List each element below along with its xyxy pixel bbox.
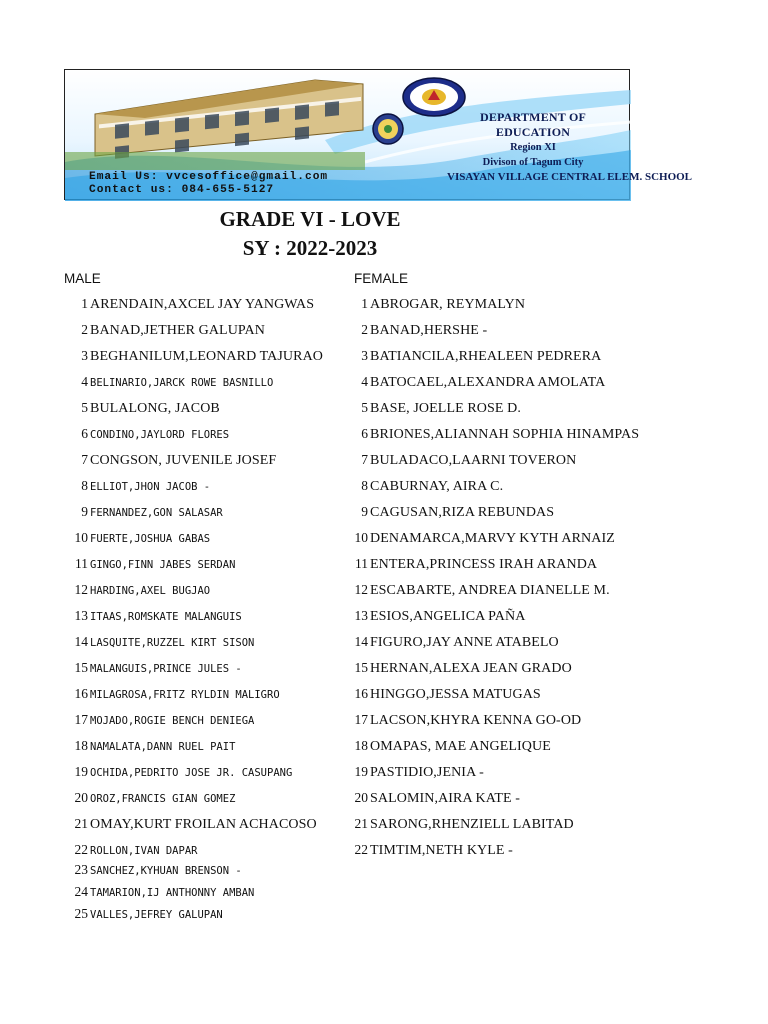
student-name: BEGHANILUM,LEONARD TAJURAO (90, 349, 323, 364)
student-number: 14 (74, 634, 88, 649)
student-name: DENAMARCA,MARVY KYTH ARNAIZ (370, 531, 615, 546)
female-student-row (346, 374, 605, 391)
male-student-row (66, 348, 323, 365)
student-name: LASQUITE,RUZZEL KIRT SISON (90, 637, 255, 649)
student-name: NAMALATA,DANN RUEL PAIT (90, 741, 236, 753)
student-name: FUERTE,JOSHUA GABAS (90, 533, 211, 545)
male-student-row (66, 634, 254, 650)
student-number: 17 (74, 712, 88, 727)
student-number: 16 (74, 686, 88, 701)
male-student-row (66, 608, 242, 624)
student-number: 21 (74, 816, 88, 831)
student-name: ITAAS,ROMSKATE MALANGUIS (90, 611, 242, 623)
female-student-row (346, 452, 576, 469)
male-student-row (66, 790, 235, 806)
student-number: 15 (354, 660, 368, 675)
student-number: 8 (81, 478, 88, 493)
student-number: 22 (354, 842, 368, 857)
student-name: CONDINO,JAYLORD FLORES (90, 429, 230, 441)
female-student-row (346, 634, 559, 651)
contact-block (89, 171, 328, 197)
student-number: 5 (81, 400, 88, 415)
male-student-row (66, 738, 235, 754)
student-name: BATIANCILA,RHEALEEN PEDRERA (370, 349, 602, 364)
female-column-label: FEMALE (354, 271, 409, 286)
student-name: HERNAN,ALEXA JEAN GRADO (370, 661, 572, 676)
student-number: 12 (354, 582, 368, 597)
student-name: OROZ,FRANCIS GIAN GOMEZ (90, 793, 236, 805)
student-name: ESCABARTE, ANDREA DIANELLE M. (370, 583, 610, 598)
female-student-row (346, 296, 525, 313)
male-student-row (66, 906, 223, 922)
student-number: 15 (74, 660, 88, 675)
student-name: ROLLON,IVAN DAPAR (90, 845, 198, 857)
female-student-row (346, 478, 503, 495)
student-number: 7 (81, 452, 88, 467)
student-number: 17 (354, 712, 368, 727)
female-student-row (346, 608, 525, 625)
student-name: BULADACO,LAARNI TOVERON (370, 453, 577, 468)
female-student-row (346, 842, 513, 859)
student-number: 16 (354, 686, 368, 701)
division-label: Divison of Tagum City (482, 157, 584, 168)
student-name: LACSON,KHYRA KENNA GO-OD (370, 713, 582, 728)
student-name: OMAPAS, MAE ANGELIQUE (370, 739, 551, 754)
student-number: 25 (74, 906, 88, 921)
student-name: CONGSON, JUVENILE JOSEF (90, 453, 277, 468)
student-name: CABURNAY, AIRA C. (370, 479, 504, 494)
female-student-row (346, 712, 581, 729)
male-student-row (66, 686, 280, 702)
male-student-row (66, 764, 292, 780)
student-name: ESIOS,ANGELICA PAÑA (370, 609, 526, 624)
student-number: 13 (354, 608, 368, 623)
female-student-row (346, 790, 520, 807)
student-number: 4 (81, 374, 88, 389)
male-student-row (66, 842, 197, 858)
school-banner (64, 69, 693, 200)
student-number: 2 (361, 322, 368, 337)
student-number: 6 (81, 426, 88, 441)
student-name: OCHIDA,PEDRITO JOSE JR. CASUPANG (90, 767, 293, 779)
male-student-row (66, 884, 254, 900)
male-student-row (66, 296, 314, 313)
student-name: FIGURO,JAY ANNE ATABELO (370, 635, 559, 650)
email-line: Email Us: vvcesoffice@gmail.com (89, 171, 329, 183)
student-name: TIMTIM,NETH KYLE - (370, 843, 513, 858)
student-number: 7 (361, 452, 368, 467)
student-number: 13 (74, 608, 88, 623)
student-name: SALOMIN,AIRA KATE - (370, 791, 521, 806)
female-student-row (346, 348, 601, 365)
student-number: 2 (81, 322, 88, 337)
female-student-row (346, 556, 597, 573)
student-number: 9 (361, 504, 368, 519)
student-number: 24 (74, 884, 88, 899)
student-number: 12 (74, 582, 88, 597)
student-name: MOJADO,ROGIE BENCH DENIEGA (90, 715, 255, 727)
student-name: MALANGUIS,PRINCE JULES - (90, 663, 242, 675)
female-student-row (346, 738, 551, 755)
female-student-row (346, 686, 541, 703)
student-number: 1 (361, 296, 368, 311)
female-student-row (346, 816, 574, 833)
male-student-row (66, 712, 254, 728)
male-student-row (66, 426, 229, 442)
student-name: ABROGAR, REYMALYN (370, 297, 526, 312)
division-seal-icon (371, 112, 405, 146)
student-name: SANCHEZ,KYHUAN BRENSON - (90, 865, 242, 877)
student-number: 11 (355, 556, 368, 571)
student-name: BANAD,HERSHE - (370, 323, 488, 338)
region-label: Region XI (510, 142, 556, 153)
school-name: VISAYAN VILLAGE CENTRAL ELEM. SCHOOL (447, 171, 693, 183)
student-number: 8 (361, 478, 368, 493)
male-student-row (66, 582, 210, 598)
student-number: 18 (74, 738, 88, 753)
student-number: 6 (361, 426, 368, 441)
student-name: ARENDAIN,AXCEL JAY YANGWAS (90, 297, 315, 312)
phone-line: Contact us: 084-655-5127 (89, 184, 275, 196)
student-number: 1 (81, 296, 88, 311)
student-name: MILAGROSA,FRITZ RYLDIN MALIGRO (90, 689, 280, 701)
female-student-row (346, 504, 554, 521)
female-student-row (346, 530, 615, 547)
student-number: 14 (354, 634, 368, 649)
student-name: SARONG,RHENZIELL LABITAD (370, 817, 574, 832)
student-name: BANAD,JETHER GALUPAN (90, 323, 265, 338)
female-student-row (346, 426, 639, 443)
male-student-row (66, 400, 220, 417)
student-number: 5 (361, 400, 368, 415)
student-number: 9 (81, 504, 88, 519)
female-student-row (346, 660, 572, 677)
student-name: BASE, JOELLE ROSE D. (370, 401, 521, 416)
student-name: HINGGO,JESSA MATUGAS (370, 687, 541, 702)
student-name: VALLES,JEFREY GALUPAN (90, 909, 223, 921)
male-column-label: MALE (64, 271, 101, 286)
student-name: ELLIOT,JHON JACOB - (90, 481, 211, 493)
male-student-row (66, 504, 223, 520)
male-student-row (66, 530, 210, 546)
student-number: 10 (354, 530, 368, 545)
student-name: FERNANDEZ,GON SALASAR (90, 507, 223, 519)
student-name: BATOCAEL,ALEXANDRA AMOLATA (370, 375, 606, 390)
student-name: CAGUSAN,RIZA REBUNDAS (370, 505, 555, 520)
male-student-row (66, 862, 242, 878)
student-number: 11 (75, 556, 88, 571)
department-heading (447, 110, 693, 185)
male-student-row (66, 556, 235, 572)
school-building-image (65, 70, 365, 170)
student-number: 19 (74, 764, 88, 779)
female-student-row (346, 582, 610, 599)
student-number: 18 (354, 738, 368, 753)
male-student-row (66, 374, 273, 390)
female-student-row (346, 764, 484, 781)
school-year: SY : 2022-2023 (242, 236, 378, 260)
male-student-row (66, 478, 210, 494)
student-name: BELINARIO,JARCK ROWE BASNILLO (90, 377, 274, 389)
student-number: 10 (74, 530, 88, 545)
student-name: GINGO,FINN JABES SERDAN (90, 559, 236, 571)
student-number: 3 (361, 348, 368, 363)
student-name: BULALONG, JACOB (90, 401, 220, 416)
student-number: 20 (354, 790, 368, 805)
student-number: 22 (74, 842, 88, 857)
student-number: 4 (361, 374, 368, 389)
section-title: GRADE VI - LOVE (219, 207, 401, 231)
student-number: 19 (354, 764, 368, 779)
student-name: TAMARION,IJ ANTHONNY AMBAN (90, 887, 255, 899)
female-student-row (346, 322, 487, 339)
student-name: OMAY,KURT FROILAN ACHACOSO (90, 817, 317, 832)
student-number: 23 (74, 862, 88, 877)
student-name: BRIONES,ALIANNAH SOPHIA HINAMPAS (370, 427, 640, 442)
male-student-row (66, 452, 276, 469)
student-name: ENTERA,PRINCESS IRAH ARANDA (370, 557, 598, 572)
female-student-row (346, 400, 521, 417)
male-student-row (66, 660, 242, 676)
student-name: PASTIDIO,JENIA - (370, 765, 484, 780)
male-student-row (66, 322, 265, 339)
student-number: 20 (74, 790, 88, 805)
student-number: 21 (354, 816, 368, 831)
department-title: DEPARTMENT OF EDUCATION (479, 110, 587, 139)
male-student-row (66, 816, 317, 833)
student-name: HARDING,AXEL BUGJAO (90, 585, 211, 597)
student-number: 3 (81, 348, 88, 363)
